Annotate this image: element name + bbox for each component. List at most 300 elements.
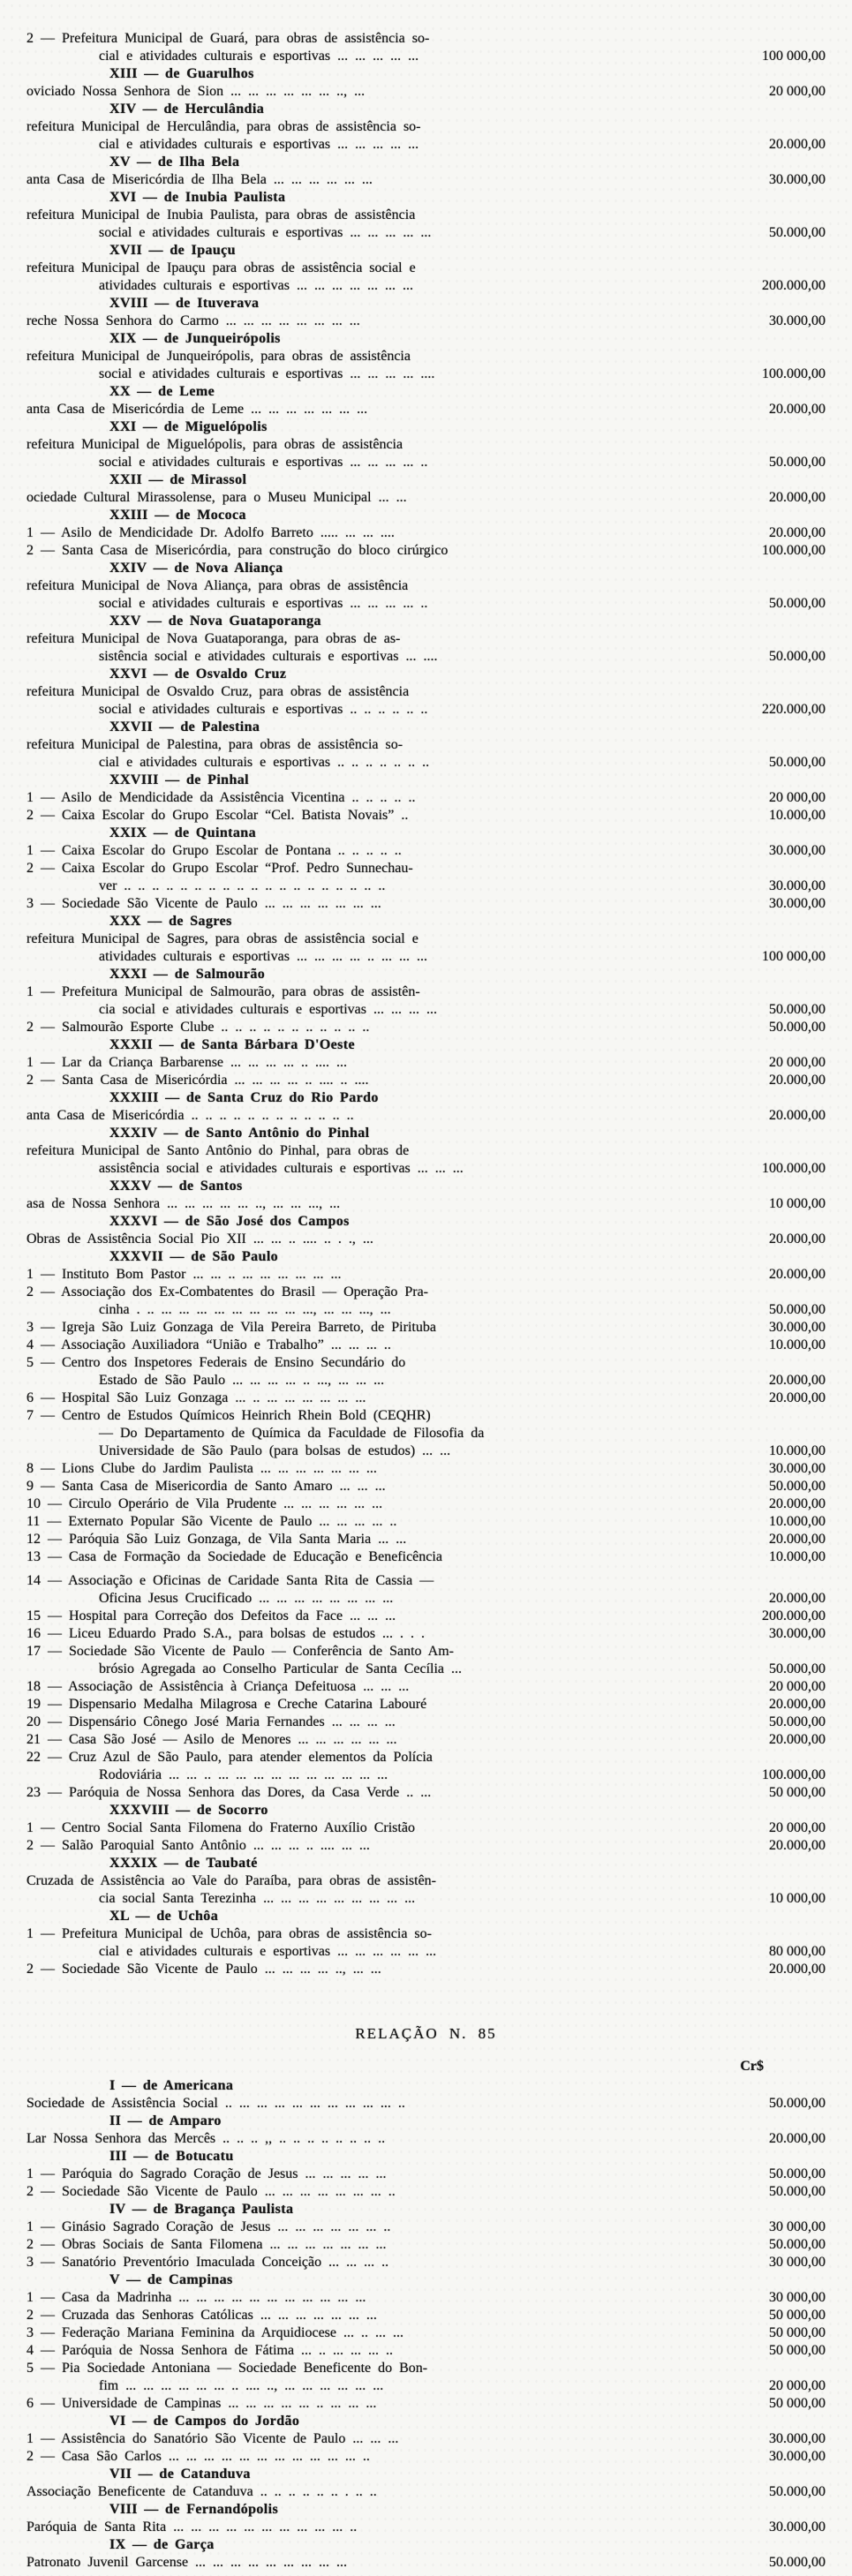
list-item — [26, 171, 826, 189]
section-heading — [26, 1089, 826, 1107]
entry-amount: 200.000,00 — [762, 278, 826, 293]
entry-amount: 30.000,00 — [769, 896, 826, 911]
entry-text: 21 — Casa São José — Asilo de Menores ... ... ... ... ... ... — [26, 1732, 397, 1747]
list-item — [26, 436, 826, 471]
entry-amount: 50 000,00 — [769, 1785, 826, 1800]
entry-text: refeitura Municipal de Junqueirópolis, para obras de assistência — [26, 349, 411, 364]
entry-text: 3 — Sociedade São Vicente de Paulo ... ... ... ... ... ... ... — [26, 896, 381, 911]
section-heading-label: XVIII — de Ituverava — [109, 296, 260, 311]
entry-text-line — [26, 30, 826, 48]
entry-amount: 20 000,00 — [769, 1055, 826, 1070]
list-item — [26, 2236, 826, 2254]
section-heading — [26, 383, 826, 401]
entry-amount: 20 000,00 — [769, 2378, 826, 2393]
section-heading — [26, 1125, 826, 1142]
section-heading-label: XIV — de Herculândia — [109, 102, 265, 117]
entry-text-line — [26, 260, 826, 277]
entry-amount: 10.000,00 — [769, 808, 826, 823]
entry-amount: 20.000,00 — [769, 1496, 826, 1511]
list-item — [26, 930, 826, 966]
section-heading-label: XXI — de Miguelópolis — [109, 419, 268, 434]
list-item — [26, 807, 826, 825]
entry-amount: 10 000,00 — [769, 1891, 826, 1906]
entry-text-line — [26, 1749, 826, 1766]
section-heading — [26, 913, 826, 930]
section-heading — [26, 189, 826, 207]
entry-text: 1 — Paróquia do Sagrado Coração de Jesus ... ... ... ... ... — [26, 2166, 387, 2181]
entry-amount: 50 000,00 — [769, 2343, 826, 2358]
entry-amount: 20.000,00 — [769, 525, 826, 540]
entry-text: 5 — Centro dos Inspetores Federais de Ensino Secundário do — [26, 1355, 406, 1370]
section-heading-label: XXV — de Nova Guataporanga — [109, 614, 321, 629]
section-heading-label: XXII — de Mirassol — [109, 472, 247, 487]
entry-text: 1 — Casa da Madrinha ... ... ... ... ... ... ... ... ... ... ... — [26, 2290, 366, 2305]
section-heading-label: XXXIII — de Santa Cruz do Rio Pardo — [109, 1090, 379, 1105]
entry-amount: 100.000,00 — [762, 543, 826, 558]
entry-amount: 50.000,00 — [769, 2237, 826, 2252]
entry-text: anta Casa de Misericórdia .. .. .. .. .. .. .. .. .. .. .. .. — [26, 1108, 354, 1123]
entry-amount: 20.000,00 — [769, 1232, 826, 1247]
entry-text: 2 — Caixa Escolar do Grupo Escolar “Cel. Batista Novais” .. — [26, 808, 409, 823]
list-item — [26, 1872, 826, 1908]
entry-amount: 10.000,00 — [769, 1337, 826, 1352]
entry-text: 19 — Dispensario Medalha Milagrosa e Creche Catarina Labouré — [26, 1697, 427, 1712]
entry-text: 20 — Dispensário Cônego José Maria Fernandes ... ... ... ... — [26, 1714, 396, 1729]
list-item — [26, 1284, 826, 1319]
list-item — [26, 2360, 826, 2395]
entry-text: Cruzada de Assistência ao Vale do Paraíba, para obras de assistên- — [26, 1873, 437, 1888]
entry-text: cial e atividades culturais e esportivas ... ... ... ... ... — [99, 137, 419, 152]
entry-text: 2 — Santa Casa de Misericórdia ... ... ... ... .. .... .. .... — [26, 1073, 369, 1088]
section-heading-label: XXXIX — de Taubaté — [109, 1856, 258, 1871]
list-item — [26, 1925, 826, 1961]
section-heading-label: XXIX — de Quintana — [109, 825, 257, 840]
entry-amount: 50 000,00 — [769, 2325, 826, 2340]
entry-text: 6 — Universidade de Campinas ... ... ... ... ... .. ... ... ... — [26, 2396, 377, 2411]
entry-text: social e atividades culturais e esportivas ... ... ... ... .. — [99, 596, 428, 611]
section-heading-label: II — de Amparo — [109, 2113, 222, 2128]
entry-text: social e atividades culturais e esportivas ... ... ... ... .. — [99, 455, 428, 470]
list-item — [26, 789, 826, 807]
list-item — [26, 1731, 826, 1749]
entry-amount: 20 000,00 — [769, 1820, 826, 1835]
list-item — [26, 1513, 826, 1531]
section-heading — [26, 295, 826, 313]
list-item — [26, 1407, 826, 1460]
section-heading — [26, 2077, 826, 2095]
entry-text: 9 — Santa Casa de Misericordia de Santo Amaro ... ... ... — [26, 1479, 386, 1494]
section-heading-label: XXXI — de Salmourão — [109, 967, 266, 982]
relacao-84-list — [26, 30, 826, 1978]
entry-text: 1 — Centro Social Santa Filomena do Fraterno Auxílio Cristão — [26, 1820, 415, 1835]
list-item — [26, 30, 826, 65]
list-item — [26, 1643, 826, 1678]
list-item — [26, 683, 826, 719]
section-heading-label: XV — de Ilha Bela — [109, 154, 240, 169]
list-item — [26, 207, 826, 242]
section-heading-label: IX — de Garça — [109, 2537, 215, 2552]
list-item — [26, 542, 826, 560]
section-heading-label: XXIII — de Mococa — [109, 508, 246, 523]
list-item — [26, 2165, 826, 2183]
section-heading — [26, 2148, 826, 2165]
entry-amount: 50.000,00 — [769, 1020, 826, 1035]
entry-text: ver .. .. .. .. .. .. .. .. .. .. .. .. .. .. .. .. .. .. .. — [99, 878, 386, 893]
section-heading-label: XXVIII — de Pinhal — [109, 772, 250, 787]
entry-text: Sociedade de Assistência Social .. ... ... ... ... ... ... ... ... ... .. — [26, 2096, 405, 2111]
entry-text: Universidade de São Paulo (para bolsas de estudos) ... ... — [99, 1443, 451, 1458]
entry-amount: 50.000,00 — [769, 2555, 826, 2570]
list-item — [26, 2218, 826, 2236]
entry-amount: 100.000,00 — [762, 366, 826, 381]
entry-text: 1 — Prefeitura Municipal de Uchôa, para obras de assistência so- — [26, 1926, 432, 1941]
list-item — [26, 1608, 826, 1625]
section-heading — [26, 507, 826, 524]
entry-text-line — [26, 207, 826, 224]
list-item — [26, 2324, 826, 2342]
entry-amount: 100 000,00 — [762, 949, 826, 964]
entry-amount: 50.000,00 — [769, 455, 826, 470]
entry-amount: 30.000,00 — [769, 172, 826, 187]
entry-amount: 50.000,00 — [769, 1661, 826, 1676]
entry-amount: 30 000,00 — [769, 2290, 826, 2305]
section-heading — [26, 2536, 826, 2554]
entry-amount: 50.000,00 — [769, 596, 826, 611]
entry-text: 4 — Paróquia de Nossa Senhora de Fátima ... .. ... ... ... .. — [26, 2343, 394, 2358]
entry-amount: 20 000,00 — [769, 1679, 826, 1694]
list-item — [26, 1354, 826, 1390]
list-item — [26, 2289, 826, 2307]
entry-text: 1 — Instituto Bom Pastor ... ... .. ... ... ... ... ... ... — [26, 1267, 342, 1282]
entry-text: 1 — Prefeitura Municipal de Salmourão, para obras de assistên- — [26, 984, 420, 999]
section-heading-label: IV — de Bragança Paulista — [109, 2202, 294, 2217]
entry-text: cial e atividades culturais e esportivas ... ... ... ... ... ... — [99, 1944, 437, 1959]
entry-amount: 20.000,00 — [769, 402, 826, 417]
entry-text: brósio Agregada ao Conselho Particular de Santa Cecília ... — [99, 1661, 463, 1676]
section-heading-label: XIII — de Guarulhos — [109, 66, 254, 81]
entry-amount: 50 000,00 — [769, 2308, 826, 2323]
list-item — [26, 1572, 826, 1608]
entry-amount: 20.000,00 — [769, 1732, 826, 1747]
section-heading-label: XXVI — de Osvaldo Cruz — [109, 667, 287, 682]
entry-text: anta Casa de Misericórdia de Leme ... ... ... ... ... ... ... — [26, 402, 368, 417]
section-heading-label: III — de Botucatu — [109, 2149, 234, 2164]
entry-amount: 50.000,00 — [769, 1714, 826, 1729]
entry-amount: 30 000,00 — [769, 2219, 826, 2234]
section-heading-label: VII — de Catanduva — [109, 2467, 251, 2482]
entry-text: refeitura Municipal de Santo Antônio do Pinhal, para obras de — [26, 1143, 410, 1158]
entry-amount: 20.000,00 — [769, 1697, 826, 1712]
section-heading-label: XXVII — de Palestina — [109, 719, 260, 734]
entry-text-line — [26, 860, 826, 877]
entry-amount: 50.000,00 — [769, 1479, 826, 1494]
entry-amount: 20.000,00 — [769, 137, 826, 152]
entry-amount: 50.000,00 — [769, 1302, 826, 1317]
section-heading — [26, 242, 826, 260]
section-heading-label: XVI — de Inubia Paulista — [109, 190, 286, 205]
entry-text-line — [26, 1354, 826, 1372]
entry-text-line — [26, 1925, 826, 1943]
entry-amount: 20.000,00 — [769, 1373, 826, 1388]
entry-text: 1 — Asilo de Mendicidade Dr. Adolfo Barreto ..... ... ... .... — [26, 525, 395, 540]
list-item — [26, 1478, 826, 1495]
entry-text-line — [26, 1284, 826, 1301]
entry-text: refeitura Municipal de Miguelópolis, para obras de assistência — [26, 437, 403, 452]
section-heading — [26, 2201, 826, 2218]
entry-text: Paróquia de Santa Rita ... ... ... ... ... ... ... ... ... ... .. — [26, 2520, 358, 2535]
entry-text: — Do Departamento de Química da Faculdade de Filosofia da — [99, 1426, 485, 1441]
section-heading — [26, 560, 826, 577]
entry-text: anta Casa de Misericórdia de Ilha Bela ... ... ... ... ... ... — [26, 172, 373, 187]
entry-text: cia social Santa Terezinha ... ... ... ... ... ... ... ... ... — [99, 1891, 416, 1906]
section-heading-label: XXXVI — de São José dos Campos — [109, 1214, 350, 1229]
list-item — [26, 1195, 826, 1213]
entry-text: 5 — Pia Sociedade Antoniana — Sociedade Beneficente do Bon- — [26, 2361, 428, 2376]
entry-text: refeitura Municipal de Inubia Paulista, para obras de assistência — [26, 207, 416, 222]
entry-amount: 20.000,00 — [769, 1591, 826, 1606]
section-heading — [26, 719, 826, 736]
entry-text: 3 — Igreja São Luiz Gonzaga de Vila Pereira Barreto, de Pirituba — [26, 1320, 436, 1335]
section-heading — [26, 101, 826, 118]
section-heading — [26, 1908, 826, 1925]
entry-text-line — [26, 348, 826, 365]
entry-amount: 50.000,00 — [769, 2096, 826, 2111]
entry-text-line — [26, 1872, 826, 1890]
entry-text: 10 — Circulo Operário de Vila Prudente ... ... ... ... ... ... — [26, 1496, 383, 1511]
list-item — [26, 842, 826, 860]
entry-amount: 30.000,00 — [769, 313, 826, 328]
section-heading — [26, 1248, 826, 1266]
entry-text-line — [26, 1425, 826, 1442]
list-item — [26, 1678, 826, 1696]
entry-text: 2 — Associação dos Ex-Combatentes do Brasil — Operação Pra- — [26, 1284, 429, 1299]
list-item — [26, 1749, 826, 1784]
list-item — [26, 1696, 826, 1714]
entry-text: 17 — Sociedade São Vicente de Paulo — Conferência de Santo Am- — [26, 1644, 454, 1659]
entry-amount: 20.000,00 — [769, 1073, 826, 1088]
list-item — [26, 1337, 826, 1354]
list-item — [26, 2130, 826, 2148]
section-heading-label: XXIV — de Nova Aliança — [109, 561, 283, 576]
entry-amount: 10.000,00 — [769, 1443, 826, 1458]
entry-text-line — [26, 1643, 826, 1661]
entry-amount: 30.000,00 — [769, 878, 826, 893]
entry-text: asa de Nossa Senhora ... ... ... ... ... .., ... ... ..., ... — [26, 1196, 341, 1211]
entry-text: 14 — Associação e Oficinas de Caridade Santa Rita de Cassia — — [26, 1573, 434, 1588]
entry-text: cial e atividades culturais e esportivas ... ... ... ... ... — [99, 49, 419, 64]
entry-text-line — [26, 436, 826, 454]
entry-text: 1 — Ginásio Sagrado Coração de Jesus ... ... ... ... ... ... .. — [26, 2219, 391, 2234]
entry-text: 15 — Hospital para Correção dos Defeitos da Face ... ... ... — [26, 1608, 396, 1623]
entry-text: ociedade Cultural Mirassolense, para o Museu Municipal ... ... — [26, 490, 407, 505]
list-item — [26, 401, 826, 418]
entry-text: 1 — Assistência do Sanatório São Vicente de Paulo ... ... ... — [26, 2431, 399, 2446]
list-item — [26, 1819, 826, 1837]
list-item — [26, 1548, 826, 1566]
entry-text: 3 — Sanatório Preventório Imaculada Conceição ... ... ... .. — [26, 2255, 389, 2270]
entry-text: refeitura Municipal de Osvaldo Cruz, para obras de assistência — [26, 684, 410, 699]
list-item — [26, 118, 826, 154]
list-item — [26, 1495, 826, 1513]
list-item — [26, 2254, 826, 2271]
list-item — [26, 1107, 826, 1125]
list-item — [26, 524, 826, 542]
entry-amount: 20.000,00 — [769, 490, 826, 505]
list-item — [26, 348, 826, 383]
list-item — [26, 2519, 826, 2536]
entry-amount: 20 000,00 — [769, 790, 826, 805]
list-item — [26, 1390, 826, 1407]
section-heading-label: XXXVII — de São Paulo — [109, 1249, 279, 1264]
entry-text: 2 — Obras Sociais de Santa Filomena ... ... ... ... ... ... ... — [26, 2237, 387, 2252]
entry-amount: 20.000,00 — [769, 1962, 826, 1977]
entry-text: 6 — Hospital São Luiz Gonzaga ... .. ... ... ... ... ... ... — [26, 1390, 366, 1405]
section-heading-label: XXXII — de Santa Bárbara D'Oeste — [109, 1037, 356, 1052]
entry-text: 2 — Salmourão Esporte Clube .. .. .. .. .. .. .. .. .. .. .. — [26, 1020, 370, 1035]
list-item — [26, 1019, 826, 1036]
entry-amount: 50.000,00 — [769, 1002, 826, 1017]
section-heading-label: XVII — de Ipauçu — [109, 243, 236, 258]
entry-text-line — [26, 1407, 826, 1425]
entry-amount: 20.000,00 — [769, 1532, 826, 1547]
list-item — [26, 1784, 826, 1802]
list-item — [26, 1714, 826, 1731]
entry-text: social e atividades culturais e esportivas ... ... ... ... ... — [99, 225, 432, 240]
entry-text: 2 — Prefeitura Municipal de Guará, para obras de assistência so- — [26, 31, 430, 46]
entry-text: Associação Beneficente de Catanduva .. .. .. .. .. .. . .. .. — [26, 2484, 377, 2499]
entry-text: cinha . .. ... ... ... ... ... ... ... ... ..., ... ... ..., ... — [99, 1302, 391, 1317]
entry-text: 2 — Caixa Escolar do Grupo Escolar “Prof. Pedro Sunnechau- — [26, 861, 413, 876]
section-heading — [26, 1178, 826, 1195]
section-heading — [26, 471, 826, 489]
entry-text-line — [26, 630, 826, 648]
list-item — [26, 1072, 826, 1089]
section-heading-label: XIX — de Junqueirópolis — [109, 331, 281, 346]
entry-text: 22 — Cruz Azul de São Paulo, para atender elementos da Polícia — [26, 1750, 433, 1765]
entry-text: cia social e atividades culturais e esportivas ... ... ... ... — [99, 1002, 438, 1017]
list-item — [26, 630, 826, 666]
entry-amount: 100.000,00 — [762, 1767, 826, 1782]
section-heading — [26, 2113, 826, 2130]
list-item — [26, 1531, 826, 1548]
section-heading — [26, 154, 826, 171]
entry-text: cial e atividades culturais e esportivas .. .. .. .. .. .. .. — [99, 755, 430, 770]
section-heading — [26, 966, 826, 983]
list-item — [26, 1231, 826, 1248]
list-item — [26, 736, 826, 772]
section-heading-label: XXX — de Sagres — [109, 914, 232, 929]
section-heading — [26, 772, 826, 789]
list-item — [26, 313, 826, 330]
section-heading-label: VIII — de Fernandópolis — [109, 2502, 279, 2517]
entry-text: 2 — Salão Paroquial Santo Antônio ... ... ... .. .... ... ... — [26, 1838, 370, 1853]
entry-text: fim ... ... ... ... ... ... .. .... .., ... ... ... ... ... ... — [99, 2378, 384, 2393]
entry-text: 7 — Centro de Estudos Químicos Heinrich Rhein Bold (CEQHR) — [26, 1408, 431, 1423]
entry-text: 3 — Federação Mariana Feminina da Arquidiocese ... .. ... ... — [26, 2325, 403, 2340]
entry-amount: 30.000,00 — [769, 2520, 826, 2535]
section-heading-label: I — de Americana — [109, 2078, 234, 2093]
list-item — [26, 1054, 826, 1072]
list-item — [26, 895, 826, 913]
entry-text: 2 — Santa Casa de Misericórdia, para construção do bloco cirúrgico — [26, 543, 449, 558]
entry-text: 1 — Lar da Criança Barbarense ... ... ... ... .. .... ... — [26, 1055, 348, 1070]
section-heading — [26, 1855, 826, 1872]
list-item — [26, 1837, 826, 1855]
list-item — [26, 2095, 826, 2113]
list-item — [26, 1460, 826, 1478]
entry-text: 18 — Associação de Assistência à Criança Defeituosa ... ... ... — [26, 1679, 410, 1694]
entry-amount: 100.000,00 — [762, 1161, 826, 1176]
entry-amount: 30.000,00 — [769, 843, 826, 858]
entry-text: 8 — Lions Clube do Jardim Paulista ... ... ... ... ... ... ... — [26, 1461, 377, 1476]
entry-text: 13 — Casa de Formação da Sociedade de Educação e Beneficência — [26, 1549, 442, 1564]
entry-text: sistência social e atividades culturais e esportivas ... .... — [99, 649, 438, 664]
entry-text: social e atividades culturais e esportivas ... ... ... ... .... — [99, 366, 435, 381]
section-heading — [26, 65, 826, 83]
list-item — [26, 2183, 826, 2201]
section-heading — [26, 418, 826, 436]
entry-amount: 220.000,00 — [762, 702, 826, 717]
entry-text: social e atividades culturais e esportivas .. .. .. .. .. .. — [99, 702, 428, 717]
list-item — [26, 577, 826, 613]
entry-text: refeitura Municipal de Nova Guataporanga, para obras de as- — [26, 631, 401, 646]
entry-text: refeitura Municipal de Palestina, para obras de assistência so- — [26, 737, 403, 752]
list-item — [26, 489, 826, 507]
entry-amount: 20.000,00 — [769, 1390, 826, 1405]
list-item — [26, 2395, 826, 2413]
section-heading-label: V — de Campinas — [109, 2272, 233, 2287]
entry-amount: 10.000,00 — [769, 1514, 826, 1529]
list-item — [26, 2342, 826, 2360]
entry-amount: 200.000,00 — [762, 1608, 826, 1623]
list-item — [26, 260, 826, 295]
section-heading — [26, 2413, 826, 2430]
entry-text: 2 — Sociedade São Vicente de Paulo ... ... ... ... ... ... ... .. — [26, 2184, 396, 2199]
entry-text-line — [26, 1142, 826, 1160]
entry-text: Rodoviária ... ... .. ... ... ... ... ... ... ... ... ... ... — [99, 1767, 388, 1782]
entry-text: Obras de Assistência Social Pio XII ... ... .. .... .. . ., ... — [26, 1232, 373, 1247]
entry-amount: 50.000,00 — [769, 2484, 826, 2499]
entry-text: oviciado Nossa Senhora de Sion ... ... ... ... ... ... .., ... — [26, 84, 366, 99]
entry-text: reche Nossa Senhora do Carmo ... ... ... ... ... ... ... ... — [26, 313, 360, 328]
entry-amount: 10.000,00 — [769, 1549, 826, 1564]
list-item — [26, 1266, 826, 1284]
entry-amount: 20.000,00 — [769, 1267, 826, 1282]
entry-text-line — [26, 1572, 826, 1590]
entry-text: Oficina Jesus Crucificado ... ... ... ... ... ... ... ... — [99, 1591, 394, 1606]
relacao-85-list — [26, 2077, 826, 2572]
entry-amount: 30.000,00 — [769, 2449, 826, 2464]
currency-header: Cr$ — [740, 2059, 764, 2074]
entry-amount: 20.000,00 — [769, 2131, 826, 2146]
entry-text-line — [26, 2360, 826, 2377]
entry-text-line — [26, 736, 826, 754]
list-item — [26, 1961, 826, 1978]
section-heading-label: XXXVIII — de Socorro — [109, 1803, 268, 1818]
entry-text: 2 — Sociedade São Vicente de Paulo ... ... ... ... .., ... ... — [26, 1962, 381, 1977]
section-heading — [26, 825, 826, 842]
entry-amount: 20.000,00 — [769, 1108, 826, 1123]
entry-amount: 100 000,00 — [762, 49, 826, 64]
entry-text: 1 — Caixa Escolar do Grupo Escolar de Pontana .. .. .. .. .. — [26, 843, 402, 858]
section-heading-label: XX — de Leme — [109, 384, 215, 399]
list-item — [26, 1142, 826, 1178]
entry-text: 12 — Paróquia São Luiz Gonzaga, de Vila Santa Maria ... ... — [26, 1532, 407, 1547]
section-heading — [26, 1213, 826, 1231]
section-heading — [26, 1802, 826, 1819]
section-heading — [26, 330, 826, 348]
entry-text: atividades culturais e esportivas ... ... ... ... ... ... ... — [99, 278, 413, 293]
